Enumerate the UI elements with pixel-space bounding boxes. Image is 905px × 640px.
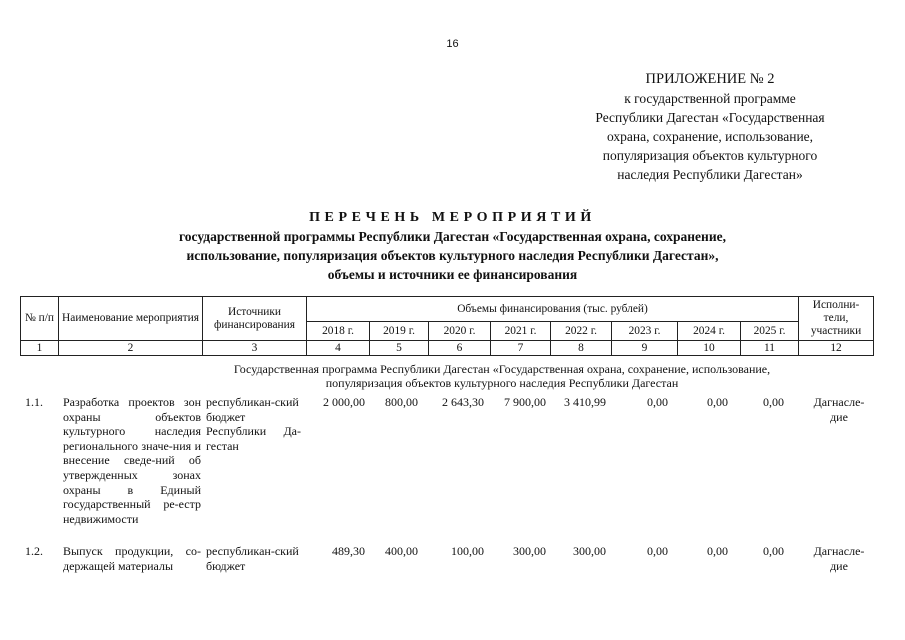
column-number: 2 — [59, 341, 203, 356]
row-value: 3 410,99 — [564, 395, 606, 409]
header-year: 2020 г. — [429, 322, 491, 341]
row-value: 300,00 — [573, 544, 606, 558]
row-value: 0,00 — [707, 395, 728, 409]
appendix-line: Республики Дагестан «Государственная — [595, 110, 825, 125]
row-num: 1.1. — [25, 395, 43, 409]
appendix-line: наследия Республики Дагестан» — [617, 167, 803, 182]
header-num: № п/п — [21, 297, 59, 341]
plan-table-header — [20, 296, 874, 356]
header-executors: Исполни- тели, участники — [799, 297, 874, 341]
appendix-line: популяризация объектов культурного — [602, 148, 818, 163]
row-value: 0,00 — [647, 395, 668, 409]
row-executor: Дагнасле-дие — [813, 544, 865, 573]
row-value: 400,00 — [385, 544, 418, 558]
heading-title: ПЕРЕЧЕНЬ МЕРОПРИЯТИЙ — [309, 210, 596, 225]
header-year: 2023 г. — [612, 322, 678, 341]
row-num: 1.2. — [25, 544, 43, 558]
header-year: 2024 г. — [678, 322, 741, 341]
row-value: 800,00 — [385, 395, 418, 409]
column-number: 12 — [799, 341, 874, 356]
row-value: 0,00 — [763, 395, 784, 409]
row-value: 2 000,00 — [323, 395, 365, 409]
appendix-title: ПРИЛОЖЕНИЕ № 2 — [645, 71, 775, 87]
row-source: республикан-ский бюджет Республики Да-гестан — [206, 395, 301, 453]
row-source: республикан-ский бюджет — [206, 544, 299, 573]
header-source: Источники финансирования — [203, 297, 307, 341]
column-number: 9 — [612, 341, 678, 356]
column-number: 7 — [491, 341, 551, 356]
row-name: Разработка проектов зон охраны объектов культурного наследия регионального значе-ния и внесение сведе-ний об утвержденных зонах охраны в Единый государственный ре-естр недвижимости — [63, 395, 201, 526]
row-name: Выпуск продукции, со-держащей материалы — [63, 544, 201, 573]
column-number: 8 — [551, 341, 612, 356]
row-value: 300,00 — [513, 544, 546, 558]
column-number: 5 — [370, 341, 429, 356]
header-volumes: Объемы финансирования (тыс. рублей) — [307, 297, 799, 322]
appendix-line: к государственной программе — [624, 91, 796, 106]
header-year: 2019 г. — [370, 322, 429, 341]
program-title-line: Государственная программа Республики Дагестан «Государственная охрана, сохранение, использование, — [233, 362, 771, 376]
column-number: 4 — [307, 341, 370, 356]
appendix-block — [520, 70, 900, 184]
row-value: 100,00 — [451, 544, 484, 558]
heading-line: объемы и источники ее финансирования — [327, 267, 578, 282]
header-year: 2025 г. — [741, 322, 799, 341]
row-value: 2 643,30 — [442, 395, 484, 409]
document-heading — [0, 208, 905, 284]
heading-line: использование, популяризация объектов культурного наследия Республики Дагестан», — [186, 248, 719, 263]
heading-line: государственной программы Республики Дагестан «Государственная охрана, сохранение, — [179, 229, 726, 244]
header-name: Наименование мероприятия — [59, 297, 203, 341]
row-value: 489,30 — [332, 544, 365, 558]
header-year: 2018 г. — [307, 322, 370, 341]
header-year: 2022 г. — [551, 322, 612, 341]
program-title — [192, 362, 812, 390]
row-value: 0,00 — [763, 544, 784, 558]
column-number: 11 — [741, 341, 799, 356]
program-title-line: популяризация объектов культурного наследия Республики Дагестан — [325, 376, 679, 390]
header-year: 2021 г. — [491, 322, 551, 341]
row-value: 7 900,00 — [504, 395, 546, 409]
column-number: 3 — [203, 341, 307, 356]
row-executor: Дагнасле-дие — [813, 395, 865, 424]
column-number: 6 — [429, 341, 491, 356]
appendix-line: охрана, сохранение, использование, — [606, 129, 814, 144]
column-number: 1 — [21, 341, 59, 356]
column-number: 10 — [678, 341, 741, 356]
page-number: 16 — [446, 38, 459, 50]
row-value: 0,00 — [647, 544, 668, 558]
row-value: 0,00 — [707, 544, 728, 558]
